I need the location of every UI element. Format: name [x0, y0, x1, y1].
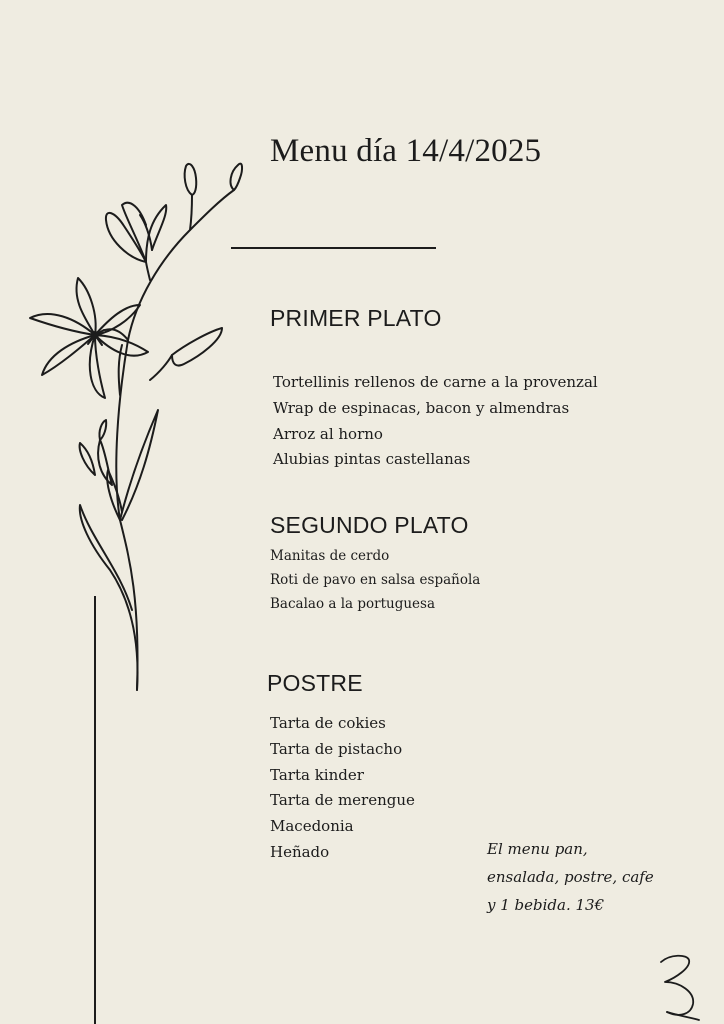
- list-item: Arroz al horno: [273, 424, 383, 443]
- postre-list: [270, 711, 415, 866]
- list-item: Tarta de cokies: [270, 714, 386, 732]
- note-line: ensalada, postre, cafe: [487, 868, 654, 886]
- list-item: Wrap de espinacas, bacon y almendras: [273, 398, 570, 417]
- list-item: Roti de pavo en salsa española: [270, 572, 481, 588]
- list-item: Tarta kinder: [270, 765, 364, 784]
- title-underline: [231, 247, 436, 249]
- segundo-plato-list: [270, 544, 480, 616]
- segundo-plato-heading: SEGUNDO PLATO: [270, 512, 469, 538]
- postre-heading: POSTRE: [267, 670, 363, 696]
- primer-plato-list: [273, 370, 598, 473]
- signature-mark-icon: [655, 952, 705, 1022]
- note-line: El menu pan,: [487, 840, 588, 858]
- primer-plato-heading: PRIMER PLATO: [270, 305, 442, 331]
- note-line: y 1 bebida. 13€: [487, 896, 605, 914]
- list-item: Bacalao a la portuguesa: [270, 596, 436, 612]
- vertical-line: [94, 596, 96, 1024]
- list-item: Tarta de pistacho: [270, 739, 403, 758]
- list-item: Alubias pintas castellanas: [273, 450, 471, 469]
- menu-price-note: [487, 835, 677, 919]
- list-item: Tarta de merengue: [270, 791, 415, 810]
- list-item: Macedonia: [270, 817, 354, 836]
- list-item: Tortellinis rellenos de carne a la provenzal: [273, 373, 598, 391]
- list-item: Manitas de cerdo: [270, 548, 390, 564]
- flower-illustration-icon: [0, 0, 260, 720]
- list-item: Heñado: [270, 842, 330, 861]
- page-title: Menu día 14/4/2025: [270, 133, 542, 169]
